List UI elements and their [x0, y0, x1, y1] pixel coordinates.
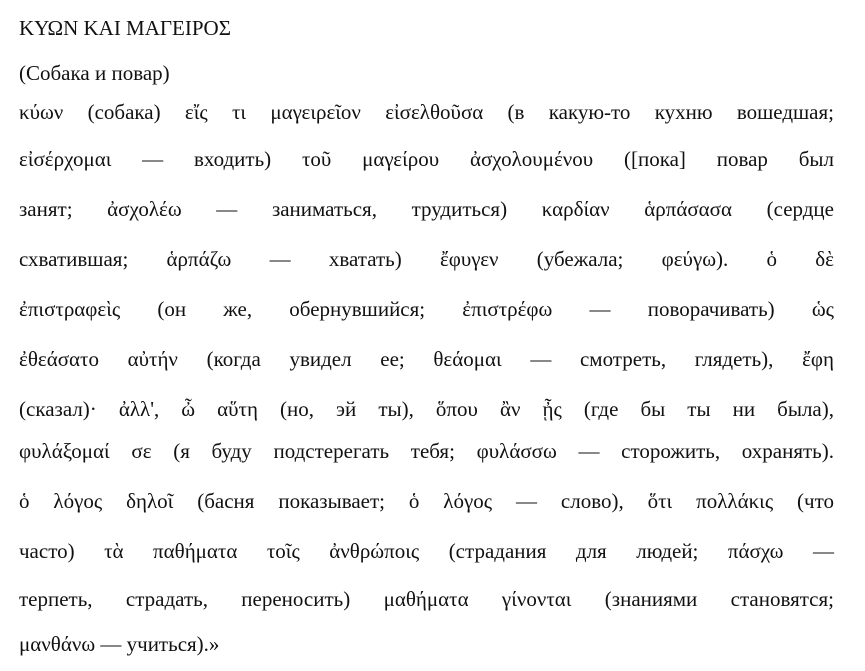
document-subtitle: (Собака и повар): [19, 61, 170, 85]
text-line-9: ὁ λόγος δηλοῖ (басня показывает; ὁ λόγος — слово), ὅτι πολλάκις (что: [19, 489, 834, 513]
text-line-8: φυλάξομαί σε (я буду подстерегать тебя; φυλάσσω — сторожить, охранять).: [19, 439, 834, 463]
text-line-3: занят; ἀσχολέω — заниматься, трудиться) καρδίαν ἁρπάσασα (сердце: [19, 197, 834, 221]
text-line-6: ἐθεάσατο αὐτήν (когда увидел ее; θεάομαι — смотреть, глядеть), ἔφη: [19, 347, 834, 371]
text-line-7: (сказал)· ἀλλ', ὦ αὕτη (но, эй ты), ὅπου ἂν ᾖς (где бы ты ни была),: [19, 397, 834, 421]
text-line-5: ἐπιστραφεὶς (он же, обернувшийся; ἐπιστρέφω — поворачивать) ὡς: [19, 297, 834, 321]
text-line-2: εἰσέρχομαι — входить) τοῦ μαγείρου ἀσχολουμένου ([пока] повар был: [19, 147, 834, 171]
text-line-12: μανθάνω — учиться).»: [19, 632, 220, 656]
text-line-10: часто) τὰ παθήματα τοῖς ἀνθρώποις (страдания для людей; πάσχω —: [19, 539, 834, 563]
text-line-11: терпеть, страдать, переносить) μαθήματα γίνονται (знаниями становятся;: [19, 587, 834, 611]
text-line-4: схватившая; ἁρπάζω — хватать) ἔφυγεν (убежала; φεύγω). ὁ δὲ: [19, 247, 834, 271]
text-line-1: κύων (собака) εἴς τι μαγειρεῖον εἰσελθοῦσα (в какую-то кухню вошедшая;: [19, 100, 834, 124]
document-title: ΚΥΩΝ ΚΑΙ ΜΑΓΕΙΡΟΣ: [19, 16, 231, 40]
